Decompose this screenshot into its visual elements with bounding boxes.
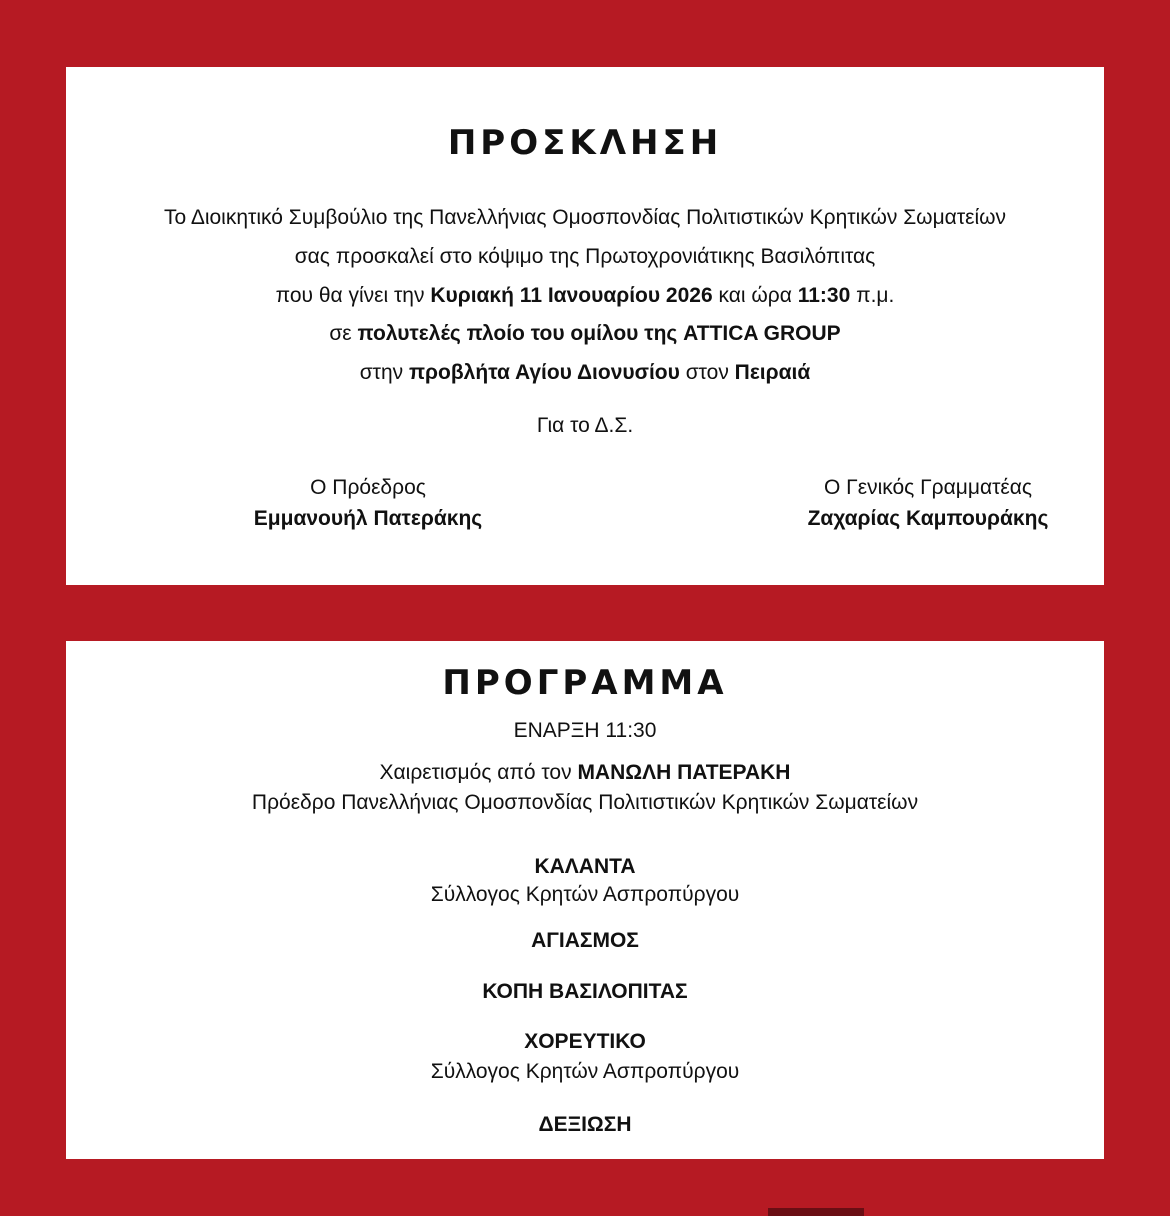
invitation-card <box>66 67 1104 585</box>
program-card <box>66 641 1104 1159</box>
invitation-line-1: Το Διοικητικό Συμβούλιο της Πανελλήνιας Ομοσπονδίας Πολιτιστικών Κρητικών Σωματείων <box>163 206 1007 229</box>
line5-text-b: στον <box>679 361 735 384</box>
event-ship: πολυτελές πλοίο του ομίλου της ATTICA GROUP <box>357 322 841 345</box>
event-time: 11:30 <box>797 284 851 307</box>
invitation-line-5 <box>66 359 1104 387</box>
program-title: ΠΡΟΓΡΑΜΜΑ <box>442 663 728 703</box>
program-item-kalanta: ΚΑΛΑΝΤΑ <box>534 855 636 878</box>
program-item-kalanta-sub: Σύλλογος Κρητών Ασπροπύργου <box>430 883 740 906</box>
invitation-line-3 <box>66 282 1104 310</box>
event-city: Πειραιά <box>734 361 811 384</box>
line3-text-c: π.μ. <box>850 284 895 307</box>
secretary-signature-block <box>718 474 1138 533</box>
invitation-line-2: σας προσκαλεί στο κόψιμο της Πρωτοχρονιάτικης Βασιλόπιτας <box>294 245 876 268</box>
program-start: ΕΝΑΡΞΗ 11:30 <box>513 719 657 742</box>
line5-text-a: στην <box>359 361 409 384</box>
bottom-dark-tab <box>768 1208 864 1216</box>
line3-text-a: που θα γίνει την <box>275 284 431 307</box>
greeting-name: ΜΑΝΩΛΗ ΠΑΤΕΡΑΚΗ <box>577 761 791 784</box>
program-item-kopi: ΚΟΠΗ ΒΑΣΙΛΟΠΙΤΑΣ <box>482 980 688 1003</box>
event-date: Κυριακή 11 Ιανουαρίου 2026 <box>430 284 713 307</box>
greeting-text: Χαιρετισμός από τον <box>379 761 578 784</box>
program-item-agiasmos: ΑΓΙΑΣΜΟΣ <box>531 929 639 952</box>
invitation-title: ΠΡΟΣΚΛΗΣΗ <box>447 123 723 163</box>
line3-text-b: και ώρα <box>712 284 798 307</box>
greeting-role: Πρόεδρο Πανελλήνιας Ομοσπονδίας Πολιτιστικών Κρητικών Σωματείων <box>251 791 919 814</box>
invitation-line-4 <box>66 320 1104 348</box>
president-role: Ο Πρόεδρος <box>310 476 426 499</box>
program-item-choreftiko: ΧΟΡΕΥΤΙΚΟ <box>524 1030 646 1053</box>
greeting-line <box>66 759 1104 787</box>
secretary-name: Ζαχαρίας Καμπουράκης <box>807 507 1049 530</box>
program-item-dexiosi: ΔΕΞΙΩΣΗ <box>538 1113 632 1136</box>
president-name: Εμμανουήλ Πατεράκης <box>253 507 483 530</box>
president-signature-block <box>158 474 578 533</box>
program-item-choreftiko-sub: Σύλλογος Κρητών Ασπροπύργου <box>430 1060 740 1083</box>
for-board: Για το Δ.Σ. <box>536 414 634 437</box>
secretary-role: Ο Γενικός Γραμματέας <box>823 476 1033 499</box>
event-pier: προβλήτα Αγίου Διονυσίου <box>408 361 680 384</box>
line4-text-a: σε <box>329 322 358 345</box>
